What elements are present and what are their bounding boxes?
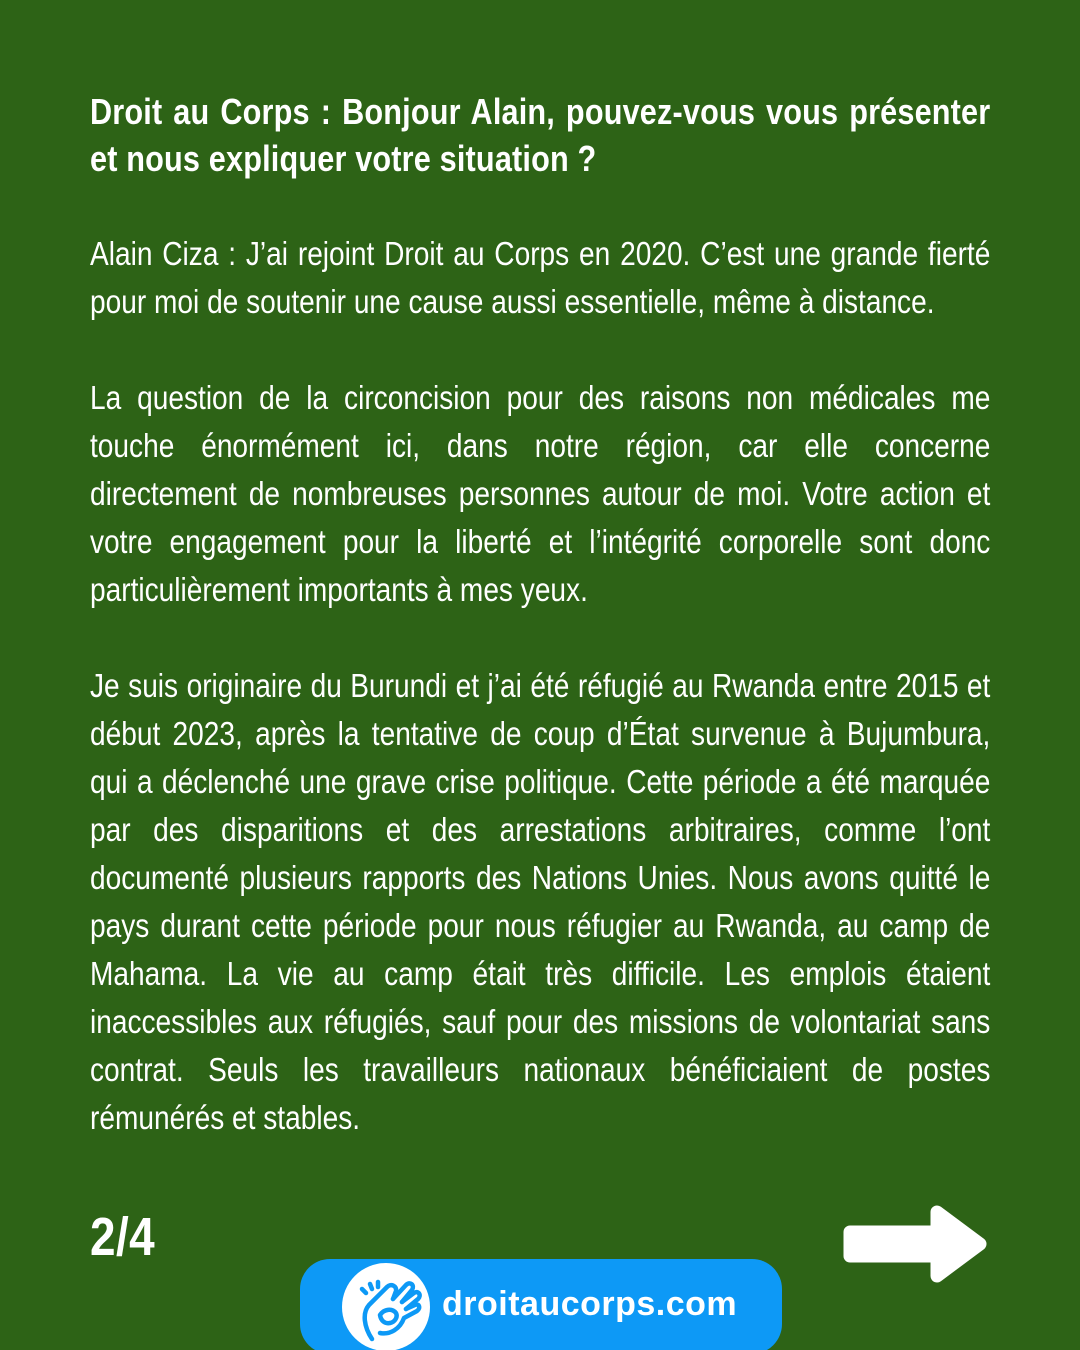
footer-website-banner[interactable] (300, 1259, 782, 1350)
interview-paragraph: Je suis originaire du Burundi et j’ai été réfugié au Rwanda entre 2015 et début 2023, après la tentative de coup d’État survenue à Bujumbura, qui a déclenché une grave crise politique. Cette période a été marquée par des disparitions et des arrestations arbitraires, comme l’ont documenté plusieurs rapports des Nations Unies. Nous avons quitté le pays durant cette période pour nous réfugier au Rwanda, au camp de Mahama. La vie au camp était très difficile. Les emplois étaient inaccessibles aux réfugiés, sauf pour des missions de volontariat sans contrat. Seuls les travailleurs nationaux bénéficiaient de postes rémunérés et stables. (90, 667, 991, 1136)
interview-paragraph: La question de la circoncision pour des raisons non médicales me touche énormément ici, dans notre région, car elle concerne directement de nombreuses personnes autour de moi. Votre action et votre engagement pour la liberté et l’intégrité corporelle sont donc particulièrement importants à mes yeux. (90, 379, 991, 608)
interview-paragraph: Alain Ciza : J’ai rejoint Droit au Corps en 2020. C’est une grande fierté pour moi de soutenir une cause aussi essentielle, même à distance. (90, 235, 991, 320)
website-label[interactable]: droitaucorps.com (442, 1285, 738, 1323)
arrow-right-icon[interactable] (840, 1202, 990, 1286)
page-indicator: 2/4 (90, 1207, 156, 1267)
interview-text-column (90, 88, 990, 1190)
interview-question: Droit au Corps : Bonjour Alain, pouvez-vous vous présenter et nous expliquer votre situation ? (90, 91, 991, 179)
hands-logo-icon (342, 1263, 430, 1350)
